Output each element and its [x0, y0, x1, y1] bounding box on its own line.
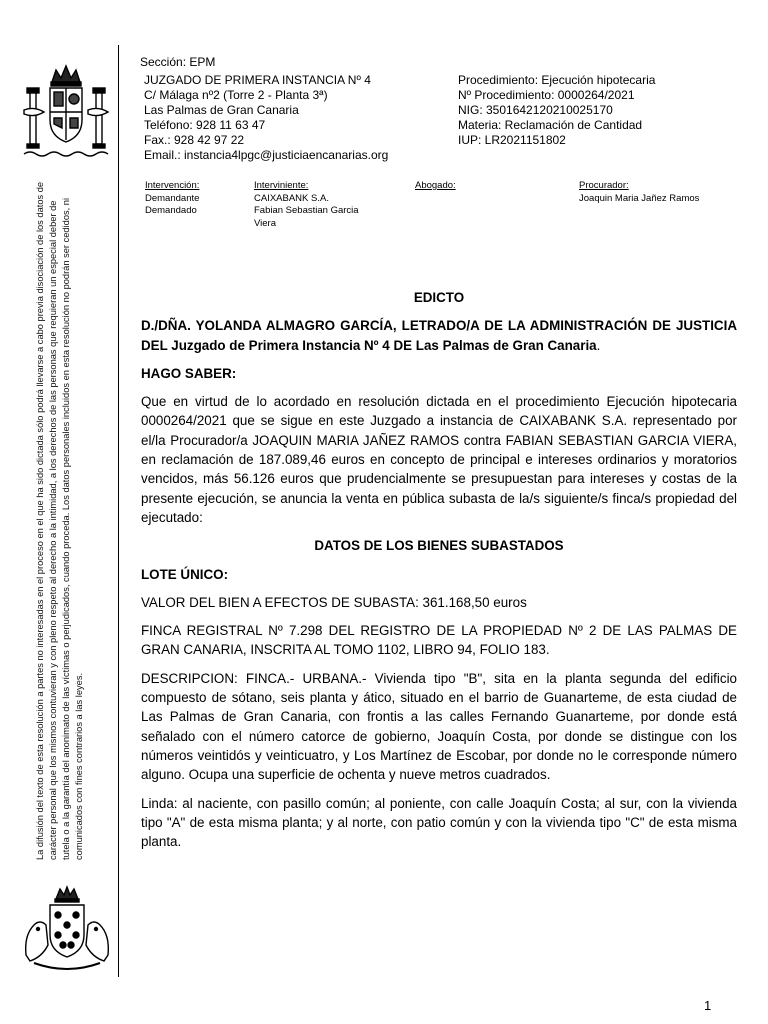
finca-registral: FINCA REGISTRAL Nº 7.298 DEL REGISTRO DE LA PROPIEDAD Nº 2 DE LAS PALMAS DE GRAN CANARIA, INSCRITA AL TOMO 1102, LIBRO 94, FOLIO 183. — [141, 623, 737, 658]
court-name: JUZGADO DE PRIMERA INSTANCIA Nº 4 — [144, 73, 371, 87]
court-street: C/ Málaga nº2 (Torre 2 - Planta 3ª) — [144, 88, 328, 102]
margin-line — [118, 45, 119, 977]
spain-coat-of-arms-icon — [18, 62, 114, 162]
court-fax: Fax.: 928 42 97 22 — [144, 133, 245, 147]
court-email: Email.: instancia4lpgc@justiciaencanarias.org — [144, 148, 389, 162]
parties-col-abogado: Abogado: — [415, 180, 456, 191]
descripcion: DESCRIPCION: FINCA.- URBANA.- Vivienda tipo "B", sita en la planta segunda del edificio compuesto de sótano, seis planta y ático, situado en el barrio de Guanarteme, de esta ciudad de Las Palmas de Gran Canaria, con frontis a las calles Fernando Guanarteme, por donde está señalado con el número catorce de gobierno, Joaquín Costa, por donde se distingue con los números veintidós y veinticuatro, y Los Martínez de Escobar, por donde no le corresponde número alguno. Ocupa una superficie de ochenta y nueve metros cuadrados. — [141, 670, 737, 783]
valor-subasta: VALOR DEL BIEN A EFECTOS DE SUBASTA: 361.168,50 euros — [141, 594, 527, 610]
parties-col-interviniente: Interviniente: CAIXABANK S.A. Fabian Sebastian Garcia Viera — [254, 180, 359, 229]
section-label: Sección: EPM — [140, 55, 216, 69]
privacy-note: La difusión del texto de esta resolución a partes no interesadas en el proceso en el que ha sido dictada sólo podrá llevarse a cabo previa disociación de los datos de carácter personal que los mismos contuvieran y con pleno respeto al derecho a la intimidad, a los derechos de las personas que requieran un especial deber de tutela o a la garantía del anonimato de las víctimas o perjudicados, cuando proceda. Los datos personales incluidos en esta resolución no podrán ser cedidos, ni comunicados con fines contrarios a las leyes. — [35, 181, 84, 860]
edict-opening: D./DÑA. YOLANDA ALMAGRO GARCÍA, LETRADO/A DE LA ADMINISTRACIÓN DE JUSTICIA DEL Juzgado de Primera Instancia Nº 4 DE Las Palmas de Gran Canaria. — [141, 318, 737, 353]
linda: Linda: al naciente, con pasillo común; al poniente, con calle Joaquín Costa; al sur, con la vivienda tipo "A" de esta misma planta; y al norte, con patio común y con la vivienda tipo "C" de esta misma planta. — [141, 795, 737, 850]
paragraph-resolucion: Que en virtud de lo acordado en resolución dictada en el procedimiento Ejecución hipotecaria 0000264/2021 que se sigue en este Juzgado a instancia de CAIXABANK S.A. representado por el/la Procurador/a JOAQUIN MARIA JAÑEZ RAMOS contra FABIAN SEBASTIAN GARCIA VIERA, en reclamación de 187.089,46 euros en concepto de principal e intereses ordinarios y moratorios vencidos, más 56.126 euros que prudencialmente se presupuestan para intereses y costas de la presente ejecución, se anuncia la venta en pública subasta de la/s siguiente/s finca/s propiedad del ejecutado: — [141, 394, 737, 525]
lote-unico: LOTE ÚNICO: — [141, 566, 229, 582]
court-city: Las Palmas de Gran Canaria — [144, 103, 299, 117]
edict-title: EDICTO — [413, 290, 465, 305]
canarias-coat-of-arms-icon — [20, 885, 114, 975]
procedure-type: Procedimiento: Ejecución hipotecaria — [458, 73, 656, 87]
materia: Materia: Reclamación de Cantidad — [458, 118, 643, 132]
datos-title: DATOS DE LOS BIENES SUBASTADOS — [314, 538, 564, 554]
parties-col-procurador: Procurador: Joaquin Maria Jañez Ramos — [579, 180, 700, 204]
court-phone: Teléfono: 928 11 63 47 — [144, 118, 266, 132]
court-address-block — [144, 73, 388, 163]
procedure-info-block — [458, 73, 655, 148]
procedure-number: Nº Procedimiento: 0000264/2021 — [458, 88, 635, 102]
hago-saber: HAGO SABER: — [141, 365, 237, 381]
nig: NIG: 3501642120210025170 — [458, 103, 613, 117]
page-number: 1 — [704, 998, 712, 1013]
parties-col-intervencion: Intervención: Demandante Demandado — [145, 180, 200, 216]
edict-body — [141, 288, 737, 860]
iup: IUP: LR2021151802 — [458, 133, 566, 147]
